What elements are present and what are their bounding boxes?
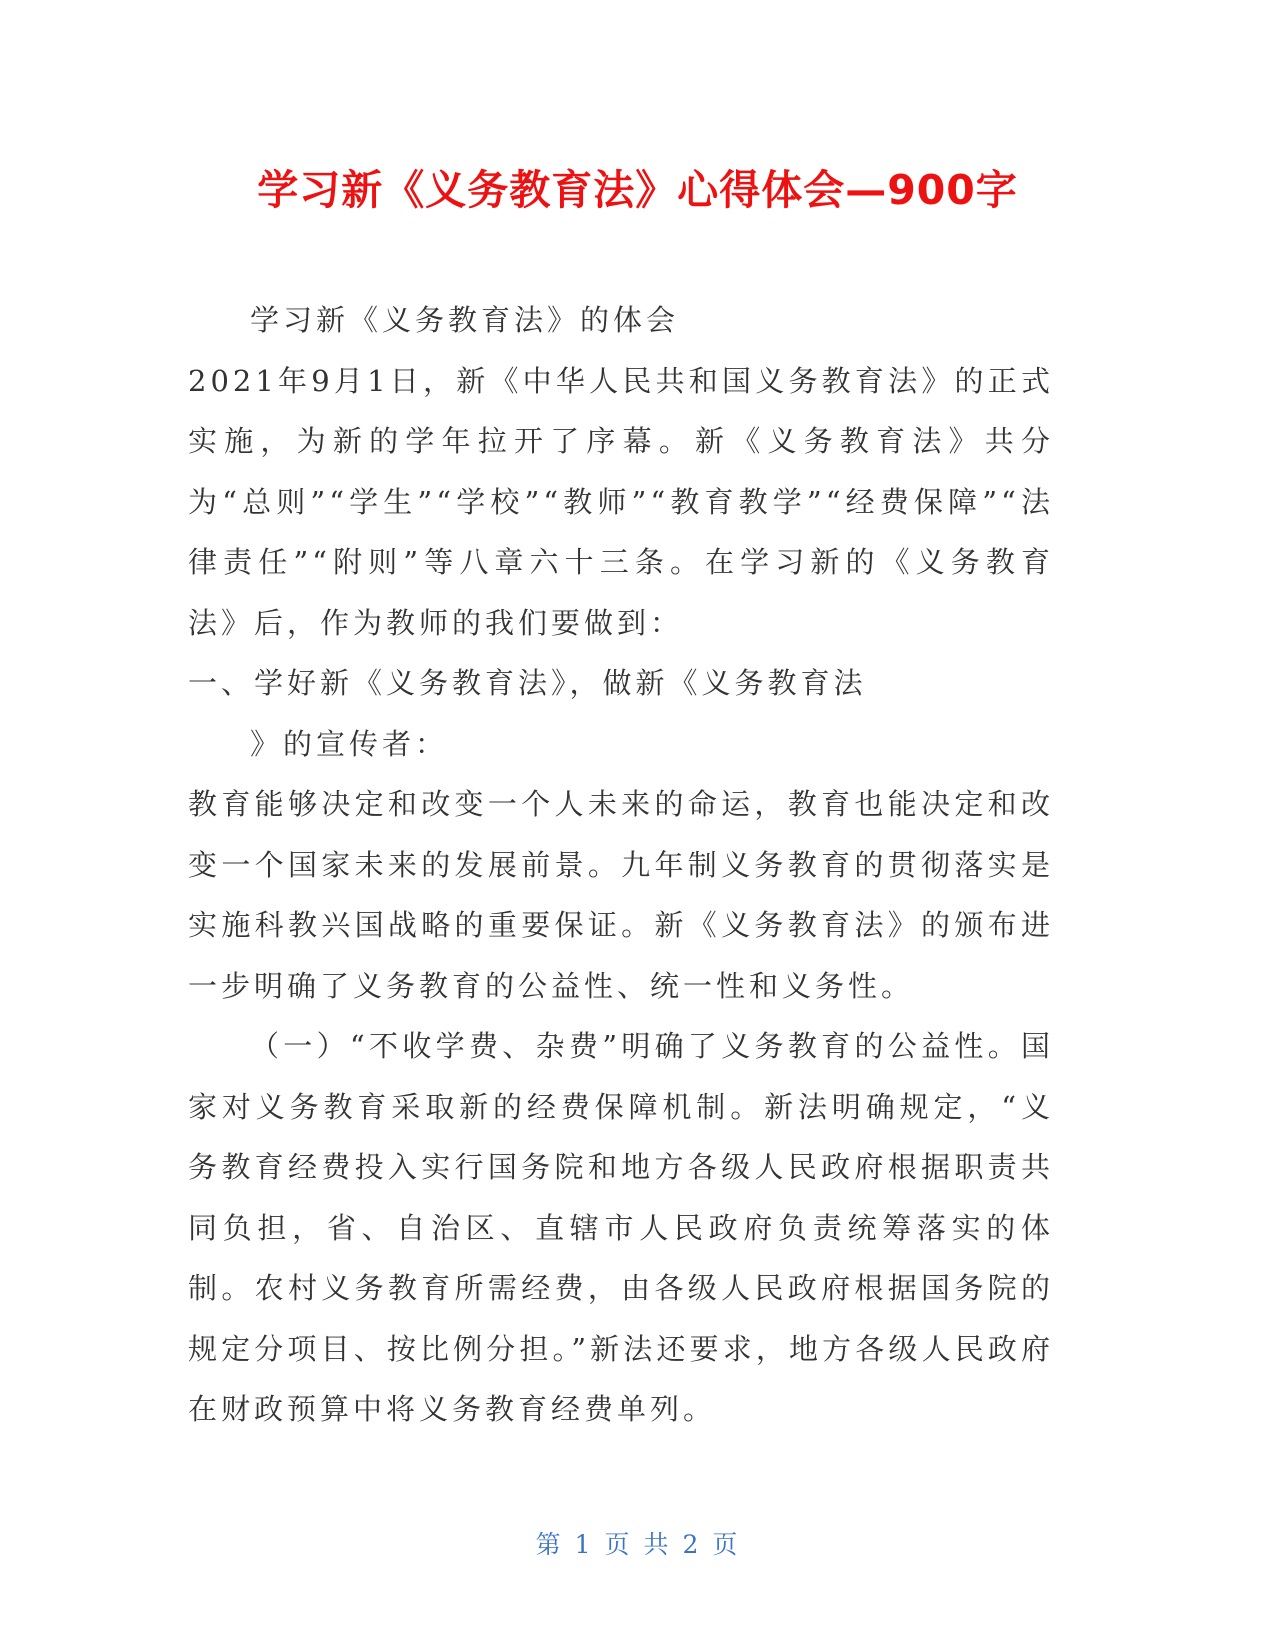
document-title: 学习新《义务教育法》心得体会—900字 bbox=[257, 166, 1018, 214]
paragraph-education-role: 教育能够决定和改变一个人未来的命运，教育也能决定和改变一个国家未来的发展前景。九年制义务教育的贯彻落实是实施科教兴国战略的重要保证。新《义务教育法》的颁布进一步明确了义务教育的公益性、统一性和义务性。 bbox=[188, 787, 1054, 1003]
footer-page-number: 1 bbox=[574, 1530, 593, 1559]
paragraph-section-heading-cont: 》的宣传者： bbox=[250, 726, 449, 761]
footer-total-pages: 2 bbox=[682, 1530, 701, 1559]
paragraph-intro: 2021年9月1日，新《中华人民共和国义务教育法》的正式实施，为新的学年拉开了序幕。新《义务教育法》共分为“总则”“学生”“学校”“教师”“教育教学”“经费保障”“法律责任”“附则”等八章六十三条。在学习新的《义务教育法》后，作为教师的我们要做到： bbox=[188, 363, 1054, 640]
footer-di: 第 bbox=[535, 1530, 563, 1559]
paragraph-public-welfare: （一）“不收学费、杂费”明确了义务教育的公益性。国家对义务教育采取新的经费保障机制。新法明确规定，“义务教育经费投入实行国务院和地方各级人民政府根据职责共同负担，省、自治区、直辖市人民政府负责统筹落实的体制。农村义务教育所需经费，由各级人民政府根据国务院的规定分项目、按比例分担。”新法还要求，地方各级人民政府在财政预算中将义务教育经费单列。 bbox=[188, 1029, 1054, 1426]
footer-gong: 共 bbox=[643, 1530, 671, 1559]
paragraph-section-heading: 一、学好新《义务教育法》，做新《义务教育法 bbox=[188, 666, 867, 700]
footer-ye: 页 bbox=[604, 1530, 632, 1559]
paragraph-subtitle: 学习新《义务教育法》的体会 bbox=[250, 303, 680, 337]
footer-ye-2: 页 bbox=[712, 1530, 740, 1559]
document-body bbox=[188, 290, 1054, 1440]
page-footer bbox=[0, 1528, 1275, 1562]
